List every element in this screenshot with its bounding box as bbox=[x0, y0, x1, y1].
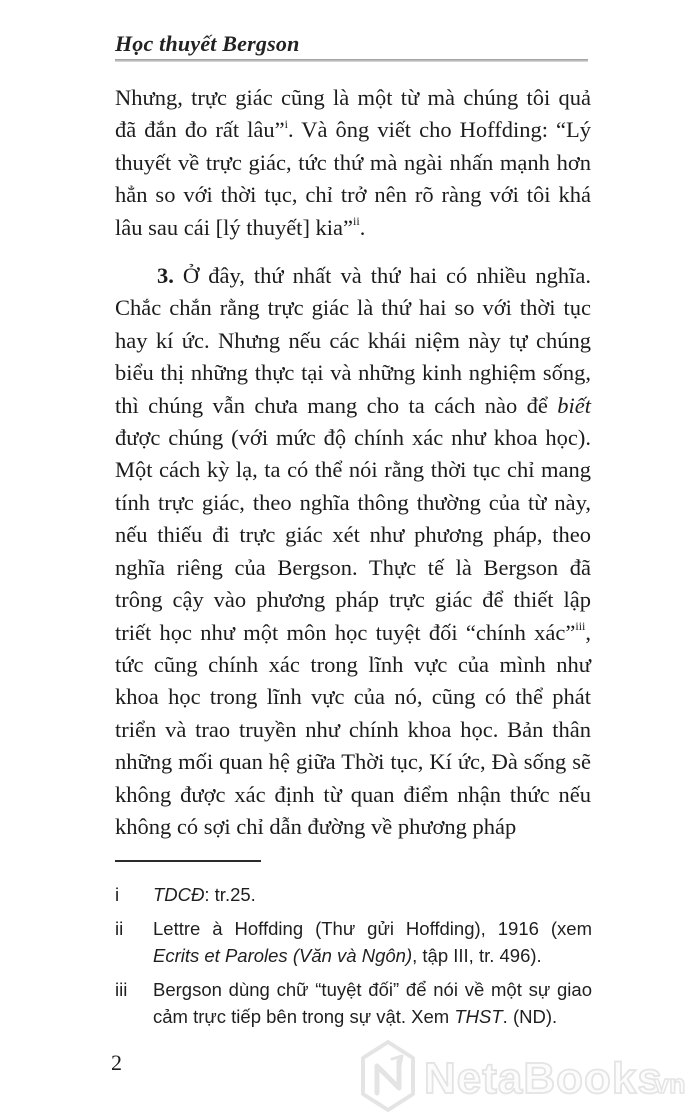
footnote-ref: i bbox=[284, 116, 288, 131]
page-number: 2 bbox=[111, 1050, 122, 1075]
hexagon-n-icon bbox=[363, 1042, 413, 1110]
footnote-text: Bergson dùng chữ “tuyệt đối” để nói về một sự giao cảm trực tiếp bên trong sự vật. Xem THST. (ND). bbox=[153, 979, 592, 1027]
footnote-label: iii bbox=[115, 979, 128, 1000]
paragraph: Nhưng, trực giác cũng là một từ mà chúng tôi quả đã đắn đo rất lâu”$^i$. Và ông viết cho Hoffding: “Lý thuyết về trực giác, tức thứ mà ngài nhấn mạnh hơn hẳn so với thời tục, chỉ trở nên rõ ràng với tôi khá lâu sau cái [lý thuyết] kia”$^{ii}$. bbox=[115, 85, 591, 240]
footnote-text: TDCĐ: tr.25. bbox=[153, 884, 256, 905]
footnote-item bbox=[115, 881, 592, 908]
watermark-brand-text: NetaBooks bbox=[424, 1054, 663, 1103]
footnote-text: Lettre à Hoffding (Thư gửi Hoffding), 1916 (xem Ecrits et Paroles (Văn và Ngôn), tập III, tr. 496). bbox=[153, 918, 592, 966]
paragraph: 3. Ở đây, thứ nhất và thứ hai có nhiều nghĩa. Chắc chắn rằng trực giác là thứ hai so với thời tục hay kí ức. Nhưng nếu các khái niệm này tự chúng biểu thị những thực tại và những kinh nghiệm sống, thì chúng vẫn chưa mang cho ta cách nào để biết được chúng (với mức độ chính xác như khoa học). Một cách kỳ lạ, ta có thể nói rằng thời tục chỉ mang tính trực giác, theo nghĩa thông thường của từ này, nếu thiếu đi trực giác xét như phương pháp, theo nghĩa riêng của Bergson. Thực tế là Bergson đã trông cậy vào phương pháp trực giác để thiết lập triết học như một môn học tuyệt đối “chính xác”$^{iii}$, tức cũng chính xác trong lĩnh vực của mình như khoa học trong lĩnh vực của nó, cũng có thể phát triển và trao truyền như chính khoa học. Bản thân những mối quan hệ giữa Thời tục, Kí ức, Đà sống sẽ không được xác định từ quan điểm nhận thức nếu không có sợi chỉ dẫn đường về phương pháp bbox=[115, 263, 591, 839]
header-rule bbox=[115, 59, 588, 62]
footnote-ref: iii bbox=[575, 619, 586, 633]
footnote-item bbox=[115, 976, 592, 1030]
running-header-title: Học thuyết Bergson bbox=[115, 31, 300, 56]
footnotes bbox=[115, 881, 592, 1037]
footnote-label: i bbox=[115, 884, 120, 905]
footnote-ref: ii bbox=[353, 214, 360, 229]
watermark-tld-text: vn bbox=[654, 1069, 686, 1099]
footnote-item bbox=[115, 915, 592, 969]
body-text bbox=[115, 82, 591, 843]
footnote-separator bbox=[115, 860, 261, 862]
footnote-label: ii bbox=[115, 918, 124, 939]
netabooks-watermark bbox=[358, 1037, 696, 1117]
